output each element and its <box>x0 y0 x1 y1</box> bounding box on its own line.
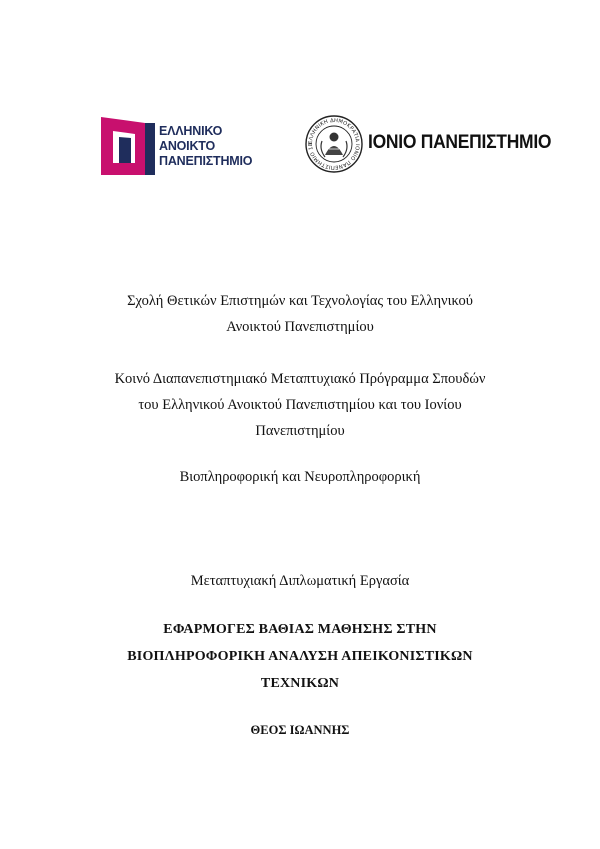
school-line-2: Ανοικτού Πανεπιστημίου <box>226 319 374 335</box>
school-line-1: Σχολή Θετικών Επιστημών και Τεχνολογίας του Ελληνικού <box>127 293 473 309</box>
thesis-title-line-1: ΕΦΑΡΜΟΓΕΣ ΒΑΘΙΑΣ ΜΑΘΗΣΗΣ ΣΤΗΝ <box>163 622 437 637</box>
svg-text:ΕΛΛΗΝΙΚΗ ΔΗΜΟΚΡΑΤΙΑ ΙΟΝΙΟ ΠΑΝΕ: ΕΛΛΗΝΙΚΗ ΔΗΜΟΚΡΑΤΙΑ ΙΟΝΙΟ ΠΑΝΕΠΙΣΤΗΜΙΟ 18 <box>307 117 361 171</box>
thesis-title-line-2: ΒΙΟΠΛΗΡΟΦΟΡΙΚΗ ΑΝΑΛΥΣΗ ΑΠΕΙΚΟΝΙΣΤΙΚΩΝ <box>127 649 473 664</box>
school-name <box>60 288 540 340</box>
eap-logo <box>101 115 271 177</box>
author-name: ΘΕΟΣ ΙΩΑΝΝΗΣ <box>250 723 350 737</box>
ionio-logo <box>305 115 565 177</box>
program-line-1: Κοινό Διαπανεπιστημιακό Μεταπτυχιακό Πρόγραμμα Σπουδών <box>114 371 486 387</box>
thesis-type: Μεταπτυχιακή Διπλωματική Εργασία <box>190 573 410 589</box>
eap-logo-line-2: ΑΝΟΙΚΤΟ <box>159 139 216 153</box>
program-name <box>60 366 540 444</box>
thesis-title-line-3: ΤΕΧΝΙΚΩΝ <box>260 676 340 691</box>
eap-logo-mark-icon <box>101 117 155 175</box>
eap-logo-line-1: ΕΛΛΗΝΙΚΟ <box>159 124 223 138</box>
ionio-seal-icon <box>305 115 363 173</box>
program-line-2: του Ελληνικού Ανοικτού Πανεπιστημίου και του Ιονίου <box>138 397 462 413</box>
logos-header <box>0 115 600 179</box>
eap-logo-text <box>159 124 252 169</box>
ionio-logo-name: ΙΟΝΙΟ ΠΑΝΕΠΙΣΤΗΜΙΟ <box>368 132 552 153</box>
specialization: Βιοπληροφορική και Νευροπληροφορική <box>179 469 421 485</box>
program-line-3: Πανεπιστημίου <box>255 423 345 439</box>
thesis-title <box>60 616 540 697</box>
eap-logo-line-3: ΠΑΝΕΠΙΣΤΗΜΙΟ <box>159 154 253 168</box>
